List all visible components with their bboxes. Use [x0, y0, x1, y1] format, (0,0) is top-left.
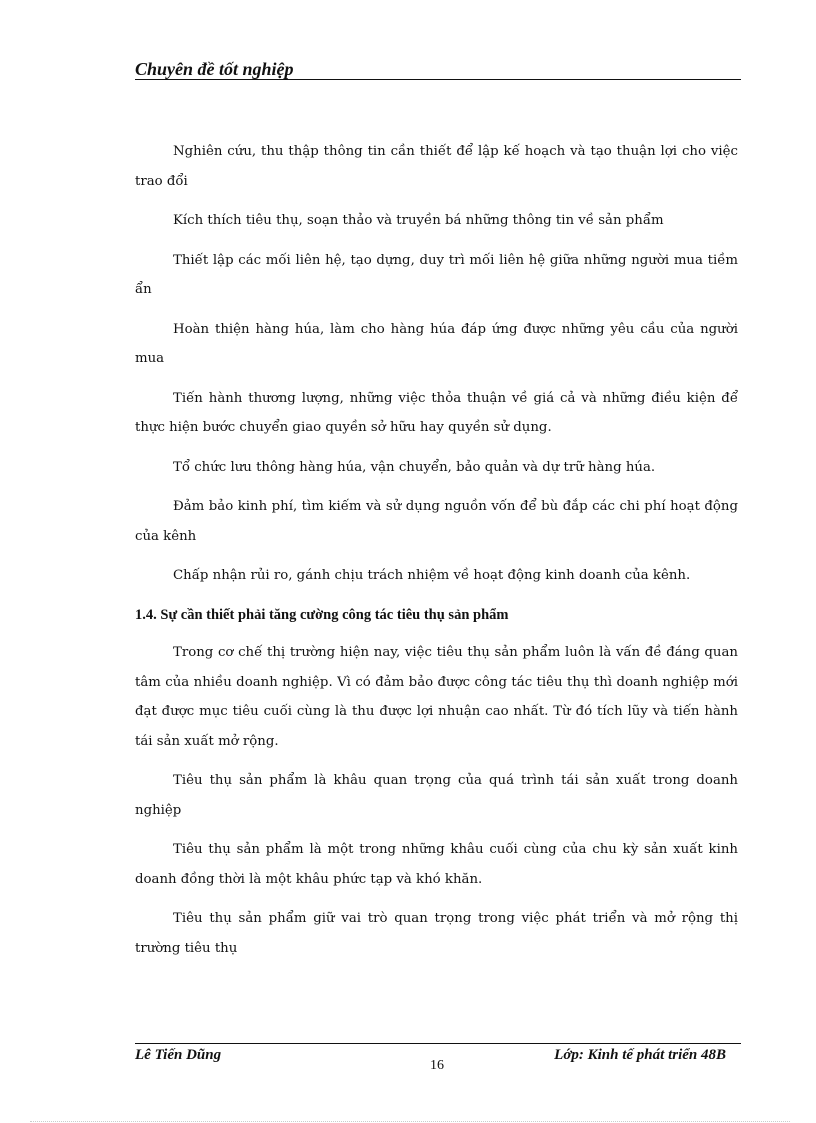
paragraph: Tiêu thụ sản phẩm là khâu quan trọng của quá trình tái sản xuất trong doanh nghiệp	[135, 773, 738, 818]
paragraph: Tiêu thụ sản phẩm giữ vai trò quan trọng trong việc phát triển và mở rộng thị trường tiêu thụ	[135, 911, 738, 956]
footer-divider	[135, 1043, 741, 1044]
header-divider	[135, 79, 741, 80]
page-edge-divider	[30, 1121, 790, 1122]
paragraph: Đảm bảo kinh phí, tìm kiếm và sử dụng nguồn vốn để bù đắp các chi phí hoạt động của kênh	[135, 499, 738, 544]
paragraph: Chấp nhận rủi ro, gánh chịu trách nhiệm về hoạt động kinh doanh của kênh.	[173, 568, 691, 583]
section-heading: 1.4. Sự cần thiết phải tăng cường công tác tiêu thụ sản phẩm	[135, 606, 509, 623]
paragraph: Hoàn thiện hàng húa, làm cho hàng húa đáp ứng được những yêu cầu của người mua	[135, 321, 738, 366]
paragraph: Tổ chức lưu thông hàng húa, vận chuyển, bảo quản và dự trữ hàng húa.	[173, 459, 656, 475]
paragraph: Trong cơ chế thị trường hiện nay, việc tiêu thụ sản phẩm luôn là vấn đề đáng quan tâm của nhiều doanh nghiệp. Vì có đảm bảo được công tác tiêu thụ thì doanh nghiệp mới đạt được mục tiêu cuối cùng là thu được lợi nhuận cao nhất. Từ đó tích lũy và tiến hành tái sản xuất mở rộng.	[135, 645, 738, 749]
page-number: 16	[430, 1058, 444, 1073]
footer-class-label: Lớp: Kinh tế phát triển 48B	[554, 1047, 726, 1063]
body-text	[135, 137, 738, 973]
header-title: Chuyên đề tốt nghiệp	[135, 59, 294, 79]
footer-author: Lê Tiến Dũng	[135, 1047, 222, 1063]
paragraph: Thiết lập các mối liên hệ, tạo dựng, duy trì mối liên hệ giữa những người mua tiềm ẩn	[135, 252, 738, 297]
paragraph: Nghiên cứu, thu thập thông tin cần thiết để lập kế hoạch và tạo thuận lợi cho việc trao đổi	[135, 144, 738, 189]
paragraph: Tiêu thụ sản phẩm là một trong những khâu cuối cùng của chu kỳ sản xuất kinh doanh đồng thời là một khâu phức tạp và khó khăn.	[135, 842, 738, 887]
paragraph: Tiến hành thương lượng, những việc thỏa thuận về giá cả và những điều kiện để thực hiện bước chuyển giao quyền sở hữu hay quyền sử dụng.	[135, 390, 738, 435]
paragraph: Kích thích tiêu thụ, soạn thảo và truyền bá những thông tin về sản phẩm	[173, 213, 664, 228]
